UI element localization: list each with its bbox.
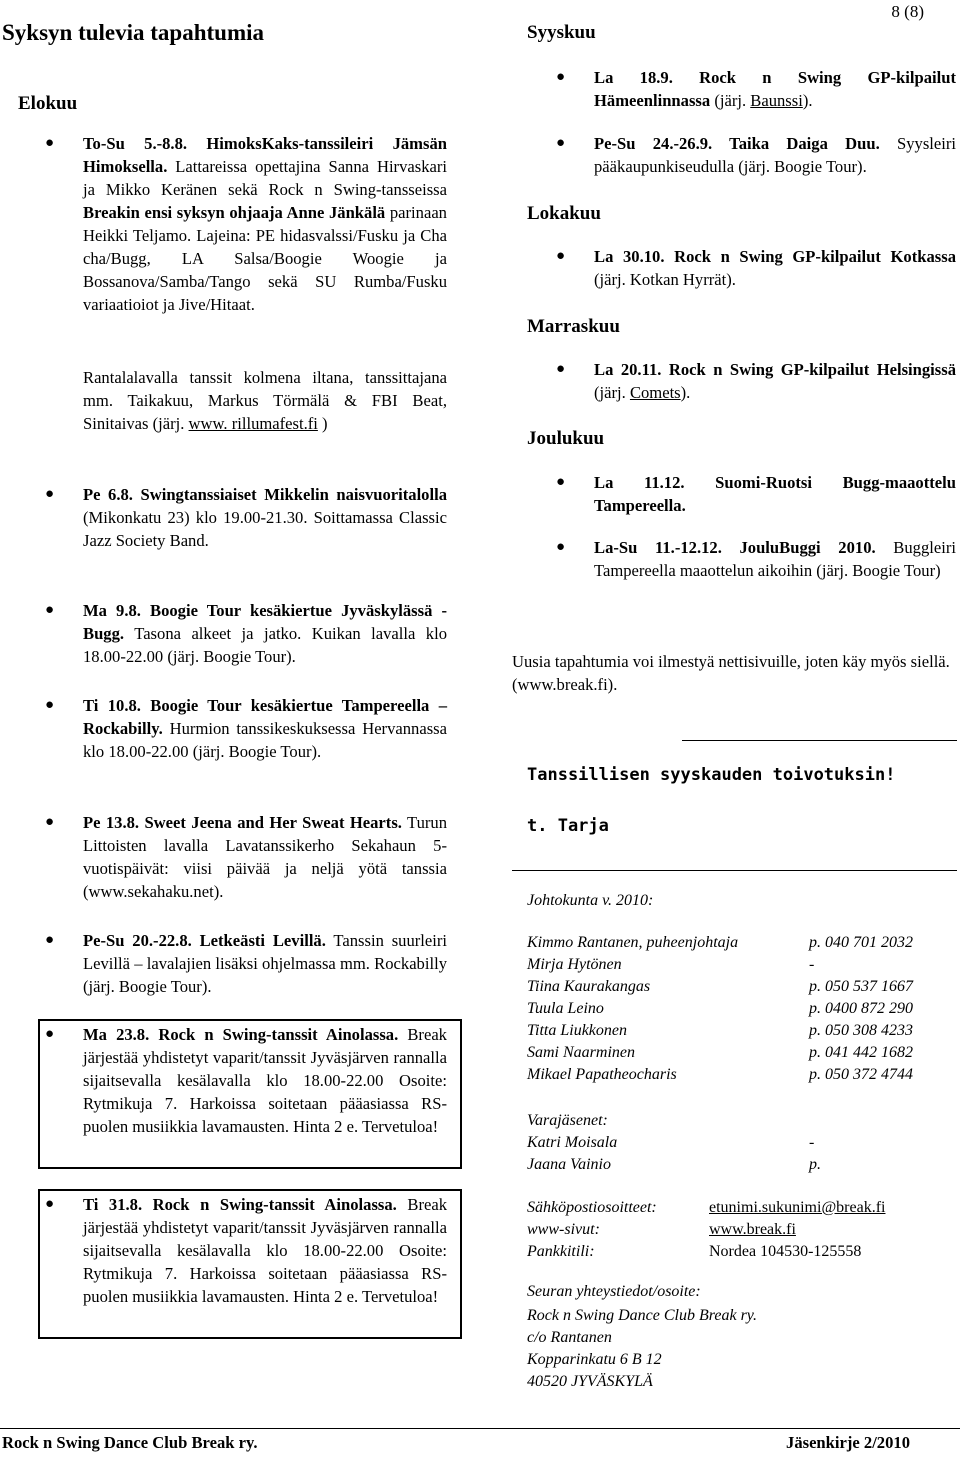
contact-label: Sähköpostiosoitteet: [527, 1199, 657, 1216]
deputy-member-phone: - [809, 1134, 815, 1151]
deputy-member-name: Katri Moisala [527, 1134, 618, 1151]
event-kotka [556, 245, 956, 291]
news-message: Uusia tapahtumia voi ilmestyä nettisivuille, joten käy myös siellä. (www.break.fi). [512, 652, 950, 694]
divider [512, 870, 957, 871]
footer-club-name: Rock n Swing Dance Club Break ry. [2, 1433, 258, 1452]
event-hameenlinna-end: ). [802, 91, 813, 110]
board-member-phone: - [809, 956, 815, 973]
board-member [527, 1066, 947, 1088]
bullet-icon: ● [45, 1196, 55, 1212]
month-heading-marraskuu: Marraskuu [527, 316, 620, 337]
bullet-icon: ● [556, 69, 566, 85]
deputies-title: Varajäsenet: [527, 1112, 608, 1129]
month-heading-syyskuu: Syyskuu [527, 22, 596, 43]
address-title: Seuran yhteystiedot/osoite: [527, 1283, 701, 1300]
board-member [527, 978, 947, 1000]
event-joulubuggi-title: La-Su 11.-12.12. JouluBuggi 2010. [594, 538, 876, 557]
event-taika-text: Syysleiri pääkaupunkiseudulla (järj. Boogie Tour). [594, 134, 956, 176]
event-taika-title: Pe-Su 24.-26.9. Taika Daiga Duu. [594, 134, 880, 153]
board-member-phone: p. 050 308 4233 [809, 1022, 913, 1039]
board-member-phone: p. 040 701 2032 [809, 934, 913, 951]
footer-issue: Jäsenkirje 2/2010 [786, 1433, 910, 1452]
contact-link[interactable]: etunimi.sukunimi@break.fi [709, 1199, 886, 1216]
month-heading-lokakuu: Lokakuu [527, 203, 601, 224]
event-himos-text: Lattareissa opettajina Sanna Hirvaskari ja Mikko Keränen sekä Rock n Swing-tansseissa [83, 157, 447, 199]
event-ainola-2-text: Break järjestää yhdistetyt vaparit/tanssit Jyväsjärven rannalla sijaitsevalla kesälavalla klo 18.00-22.00 Osoite: Rytmikuja 7. Harkoissa soitetaan pääasiassa RS-puolen musiikkia lavamausten. Hinta 2 e. Tervetuloa! [83, 1195, 447, 1306]
board-member [527, 1044, 947, 1066]
event-ainola-1-title: Ma 23.8. Rock n Swing-tanssit Ainolassa. [83, 1025, 399, 1044]
board-member-phone: p. 050 372 4744 [809, 1066, 913, 1083]
event-himos-text2: parinaan Heikki Teljamo. Lajeina: PE hidasvalssi/Fusku ja Cha cha/Bugg, LA Salsa/Boogie Woogie ja Bossanova/Samba/Tango sekä SU Rumba/Fusku variaatioiot ja Jive/Hitaat. [83, 203, 447, 314]
event-kotka-title: La 30.10. Rock n Swing GP-kilpailut Kotkassa [594, 247, 956, 266]
contact-link[interactable]: www.break.fi [709, 1221, 796, 1238]
event-joulubuggi-text: Buggleiri Tampereella maaottelun aikoihin (järj. Boogie Tour) [594, 538, 956, 580]
bullet-icon: ● [556, 539, 566, 555]
event-kotka-text: (järj. Kotkan Hyrrät). [594, 270, 736, 289]
divider [682, 740, 957, 741]
bullet-icon: ● [45, 932, 55, 948]
event-himos-extra [83, 366, 447, 435]
event-joulubuggi [556, 536, 956, 582]
event-tampere-title: Ti 10.8. Boogie Tour kesäkiertue Tampereella – Rockabilly. [83, 696, 447, 738]
board-member-name: Kimmo Rantanen, puheenjohtaja [527, 934, 739, 951]
month-heading-joulukuu: Joulukuu [527, 428, 605, 449]
bullet-icon: ● [45, 135, 55, 151]
bullet-icon: ● [45, 814, 55, 830]
rillumafest-link[interactable]: www. rillumafest.fi [188, 414, 318, 433]
event-bugg-title: La 11.12. Suomi-Ruotsi Bugg-maaottelu Tampereella. [594, 473, 956, 515]
event-himos-title: To-Su 5.-8.8. HimoksKaks-tanssileiri Jämsän Himoksella. [83, 134, 447, 176]
event-taika [556, 132, 956, 178]
page-title: Syksyn tulevia tapahtumia [2, 20, 265, 45]
board-member-phone: p. 050 537 1667 [809, 978, 913, 995]
contact-row [527, 1221, 947, 1243]
contact-row [527, 1243, 947, 1265]
event-mikkeli-title: Pe 6.8. Swingtanssiaiset Mikkelin naisvuoritalolla [83, 485, 447, 504]
event-ainola-2 [45, 1193, 447, 1308]
bullet-icon: ● [556, 474, 566, 490]
board-member-name: Tiina Kaurakangas [527, 978, 651, 995]
board-member [527, 956, 947, 978]
event-jyvaskyla-text: Tasona alkeet ja jatko. Kuikan lavalla klo 18.00-22.00 (järj. Boogie Tour). [83, 624, 447, 666]
event-jeena [45, 811, 447, 903]
event-himos-extra-text: Rantalalavalla tanssit kolmena iltana, tanssittajana mm. Taikakuu, Markus Törmälä & FBI Beat, Sinitaivas (järj. [83, 368, 447, 433]
event-tampere-text: Hurmion tanssikeskuksessa Hervannassa klo 18.00-22.00 (järj. Boogie Tour). [83, 719, 447, 761]
bullet-icon: ● [556, 135, 566, 151]
event-hameenlinna [556, 66, 956, 112]
event-levi-title: Pe-Su 20.-22.8. Letkeästi Levillä. [83, 931, 326, 950]
wish-text: Tanssillisen syyskauden toivotuksin! [527, 765, 896, 785]
contact-label: Pankkitili: [527, 1243, 595, 1260]
board-member-phone: p. 0400 872 290 [809, 1000, 913, 1017]
deputy-member [527, 1134, 947, 1156]
board-member-name: Tuula Leino [527, 1000, 604, 1017]
event-helsinki-text: (järj. [594, 383, 630, 402]
event-tampere [45, 694, 447, 763]
board-member [527, 1022, 947, 1044]
board-member [527, 1000, 947, 1022]
event-helsinki-title: La 20.11. Rock n Swing GP-kilpailut Helsingissä [594, 360, 956, 379]
event-ainola-2-title: Ti 31.8. Rock n Swing-tanssit Ainolassa. [83, 1195, 397, 1214]
event-hameenlinna-title: La 18.9. Rock n Swing GP-kilpailut Hämeenlinnassa [594, 68, 956, 110]
event-helsinki [556, 358, 956, 404]
event-ainola-1 [45, 1023, 447, 1138]
event-levi [45, 929, 447, 998]
address-line: 40520 JYVÄSKYLÄ [527, 1373, 653, 1390]
signature: t. Tarja [527, 816, 609, 836]
event-himos [45, 132, 447, 316]
bullet-icon: ● [45, 486, 55, 502]
event-jyvaskyla [45, 599, 447, 668]
event-levi-text: Tanssin suurleiri Levillä – lavalajien lisäksi ohjelmassa mm. Rockabilly (järj. Boogie Tour). [83, 931, 447, 996]
event-himos-highlight: Breakin ensi syksyn ohjaaja Anne Jänkälä [83, 203, 386, 222]
deputy-member-name: Jaana Vainio [527, 1156, 611, 1173]
bullet-icon: ● [45, 602, 55, 618]
deputy-member-phone: p. [809, 1156, 821, 1173]
event-mikkeli [45, 483, 447, 552]
comets-link[interactable]: Comets [629, 383, 681, 402]
board-member-name: Sami Naarminen [527, 1044, 635, 1061]
event-bugg [556, 471, 956, 517]
board-member [527, 934, 947, 956]
address-line: Rock n Swing Dance Club Break ry. [527, 1307, 758, 1324]
bullet-icon: ● [556, 248, 566, 264]
event-himos-extra-end: ) [317, 414, 328, 433]
event-mikkeli-text: (Mikonkatu 23) klo 19.00-21.30. Soittamassa Classic Jazz Society Band. [83, 508, 447, 550]
page-number: 8 (8) [891, 2, 924, 21]
bullet-icon: ● [556, 361, 566, 377]
contact-value: Nordea 104530-125558 [709, 1243, 862, 1260]
board-member-name: Mikael Papatheocharis [527, 1066, 677, 1083]
board-member-name: Titta Liukkonen [527, 1022, 627, 1039]
board-member-phone: p. 041 442 1682 [809, 1044, 913, 1061]
event-jeena-text: Turun Littoisten lavalla Lavatanssikerho Sekahaun 5-vuotispäivät: viisi päivää ja neljä yötä tanssia (www.sekahaku.net). [83, 813, 447, 901]
event-jeena-title: Pe 13.8. Sweet Jeena and Her Sweat Hearts. [83, 813, 402, 832]
deputy-member [527, 1156, 947, 1178]
board-title: Johtokunta v. 2010: [527, 892, 654, 909]
bullet-icon: ● [45, 1026, 55, 1042]
baunssi-link[interactable]: Baunssi [750, 91, 803, 110]
contact-label: www-sivut: [527, 1221, 600, 1238]
bullet-icon: ● [45, 697, 55, 713]
footer-divider [0, 1428, 960, 1429]
event-helsinki-end: ). [680, 383, 691, 402]
address-line: Kopparinkatu 6 B 12 [527, 1351, 662, 1368]
event-jyvaskyla-title: Ma 9.8. Boogie Tour kesäkiertue Jyväskylässä - Bugg. [83, 601, 447, 643]
address-line: c/o Rantanen [527, 1329, 612, 1346]
month-heading-elokuu: Elokuu [18, 93, 78, 114]
event-ainola-1-text: Break järjestää yhdistetyt vaparit/tanssit Jyväsjärven rannalla sijaitsevalla kesälavalla klo 18.00-22.00 Osoite: Rytmikuja 7. Harkoissa soitetaan pääasiassa RS-puolen musiikkia lavamausten. Hinta 2 e. Tervetuloa! [83, 1025, 447, 1136]
event-hameenlinna-text: (järj. [710, 91, 751, 110]
contact-row [527, 1199, 947, 1221]
board-member-name: Mirja Hytönen [527, 956, 622, 973]
